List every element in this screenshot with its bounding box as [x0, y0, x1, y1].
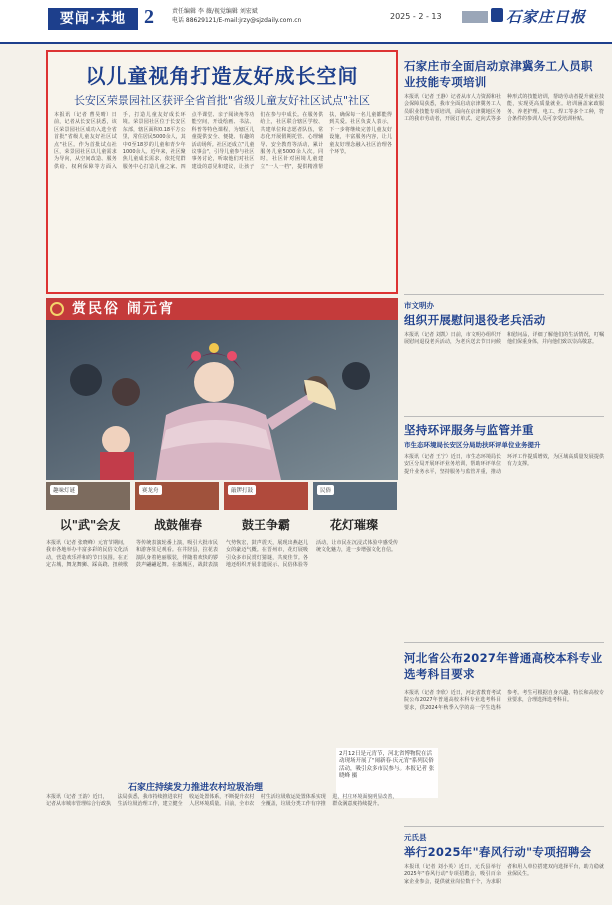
thumbnail-3[interactable] — [224, 482, 308, 510]
lead-title[interactable]: 以儿童视角打造友好成长空间 — [85, 64, 359, 88]
story4-head[interactable]: 河北省公布2027年普通高校本科专业选考科目要求 — [404, 651, 603, 681]
story4-body: 本报讯（记者 李欣）近日，河北省教育考试院公布2027年普通高校本科专业选考科目要求，供2024年秋季入学的高一学生选科参考。考生可根据自身兴趣、特长和高校专业要求，合理选择选考科目。 — [404, 690, 604, 711]
divider — [404, 416, 604, 417]
lead-body: 本报讯（记者 曹昊晴）日前，记者从长安区获悉，该区荣景园社区成功入选全省首批"省级儿童友好社区试点"社区。作为首批试点社区，荣景园社区以儿童需求为导向，从空间改造、服务供给、权利保障等方面入手，打造儿童友好成长环境。荣景园社区位于长安区东部，辖区面积0.18平方公里，常住居民5000余人，其中0至18岁的儿童和青少年1000余人。近年来，社区聚焦儿童成长需求，依托党群服务中心打造儿童之家、四点半课堂、亲子阅读角等功能空间，开设绘画、书法、科普等特色课程，为辖区儿童提供安全、便捷、有趣的活动场所。社区还成立"儿童议事会"，引导儿童参与社区事务讨论，听取他们对社区建设的意见和建议，让孩子们在参与中成长。在服务供给上，社区联合辖区学校、共建单位和志愿者队伍，常态化开展假期托管、心理辅导、安全教育等活动，累计服务儿童5000余人次。同时，社区针对困境儿童建立"一人一档"，提供精准帮扶，确保每一名儿童都能得到关爱。社区负责人表示，下一步将继续完善儿童友好设施，丰富服务内容，让儿童友好理念融入社区治理各个环节。 — [54, 112, 392, 170]
story3-body: 本报讯（记者 王宁）近日，市生态环境局长安区分局开展环评业务培训，帮助环评单位提升业务水平，坚持服务与监管并重，推动环评工作提质增效，为区域高质量发展提供有力支撑。 — [404, 454, 604, 475]
thumbnail-4[interactable] — [313, 482, 397, 510]
story3-head[interactable]: 坚持环评服务与监管并重 — [404, 423, 534, 437]
story5-body: 本报讯（记者 刘小英）近日，元氏县举行2025年"春风行动"专项招聘会，吸引百余家企业参会，提供就业岗位数千个，为求职者和用人单位搭建双向选择平台，助力稳就业保民生。 — [404, 864, 604, 885]
festival-title[interactable]: 赏民俗 闹元宵 — [72, 301, 175, 317]
editor-credits — [172, 7, 301, 25]
story2-kicker: 市文明办 — [404, 301, 434, 310]
thumbnail-1[interactable] — [46, 482, 130, 510]
story2-head[interactable]: 组织开展慰问退役老兵活动 — [404, 313, 546, 327]
paper-name: 石家庄日报 — [506, 8, 587, 26]
story5-kicker: 元氏县 — [404, 833, 427, 842]
bottom-left-head[interactable]: 石家庄持续发力推进农村垃圾治理 — [128, 783, 264, 793]
divider — [404, 642, 604, 643]
thumbnail-row — [46, 482, 398, 510]
weekday-box — [462, 11, 488, 23]
lantern-icon — [50, 302, 64, 316]
section-tag: 要闻·本地 — [48, 8, 138, 30]
lead-story-box[interactable] — [46, 50, 398, 294]
story5-head[interactable]: 举行2025年"春风行动"专项招聘会 — [404, 845, 592, 859]
thumbnail-tag: 敲锣打鼓 — [228, 485, 256, 495]
thumbnail-tag: 民俗 — [317, 485, 334, 495]
issue-date: 2025 - 2 - 13 — [390, 12, 442, 21]
masthead — [0, 0, 612, 44]
story1-body: 本报讯（记者 王静）记者从市人力资源和社会保障局获悉，我市全面启动京津冀务工人员职业技能专项培训，面向在京津冀地区务工的我市劳动者，开展订单式、定向式等多种形式的技能培训，帮助劳动者提升就业技能，实现更高质量就业。培训涵盖家政服务、养老护理、电工、焊工等多个工种，符合条件的参训人员可享受培训补贴。 — [404, 94, 604, 123]
page-number: 2 — [144, 6, 154, 28]
feature-body: 本报讯（记者 张晓峰）元宵节期间，我市各地举办丰富多彩的民俗文化活动，营造欢乐祥和的节日氛围。在正定古城，舞龙舞狮、踩高跷、扭秧歌等传统表演轮番上演，吸引大批市民和游客驻足观看。在井陉县，拉花表演队身着艳丽服装，伴随着欢快的锣鼓声翩翩起舞。在藁城区，战鼓表演气势恢宏，鼓声震天，展现出燕赵儿女的豪迈气概。在晋州市，花灯展吸引众多市民赏灯猜谜，共度佳节。各地还组织开展非遗展示、民俗体验等活动，让市民在沉浸式体验中感受传统文化魅力，进一步增强文化自信。 — [46, 540, 398, 569]
lead-subtitle: 长安区荣景园社区获评全省首批"省级儿童友好社区试点"社区 — [73, 94, 371, 107]
subhead-4[interactable]: 花灯璀璨 — [329, 518, 378, 532]
paper-logo-icon — [491, 8, 503, 22]
festival-photo-art — [46, 320, 398, 480]
editor-line: 责任编辑 李 薇/视觉编辑 刘宏斌 — [172, 8, 258, 15]
thumbnail-tag: 趣味灯谜 — [50, 485, 78, 495]
thumbnail-tag: 赛龙舟 — [139, 485, 162, 495]
feature-subheads — [46, 512, 398, 538]
subhead-2[interactable]: 战鼓催春 — [153, 518, 202, 532]
subhead-3[interactable]: 鼓王争霸 — [241, 518, 290, 532]
story2-body: 本报讯（记者 刘凯）日前，市文明办组织开展慰问退役老兵活动，为老兵送去节日问候和慰问品，详细了解他们的生活情况，叮嘱他们保重身体，并向他们致以崇高敬意。 — [404, 332, 604, 346]
bottom-left-story — [46, 776, 398, 900]
contact-line: 电话 88629121/E-mail:jrzy@sjzdaily.com.cn — [172, 17, 302, 24]
divider — [404, 294, 604, 295]
thumbnail-2[interactable] — [135, 482, 219, 510]
divider — [404, 826, 604, 827]
festival-caption: 2月12日是元宵节，河北省博物院在活动现场开展了"闹新春·庆元宵"系列民俗活动，吸引众多市民参与。本报记者 张晓峰 摄 — [336, 748, 438, 798]
subhead-1[interactable]: 以"武"会友 — [59, 518, 121, 532]
right-column — [404, 50, 604, 900]
bottom-left-body: 本报讯（记者 王韵）近日，记者从市城市管理综合行政执法局获悉，我市持续推进农村生活垃圾治理工作，建立健全收运处置体系，不断提升农村人居环境质量。目前，全市农村生活垃圾收运处置体系实现全覆盖，垃圾分类工作有序推进，村庄环境面貌明显改善，群众满意度持续提升。 — [46, 794, 398, 808]
story3-kicker: 市生态环境局长安区分局助扶环评单位业务提升 — [404, 441, 541, 449]
story1-head[interactable]: 石家庄市全面启动京津冀务工人员职业技能专项培训 — [404, 59, 593, 89]
